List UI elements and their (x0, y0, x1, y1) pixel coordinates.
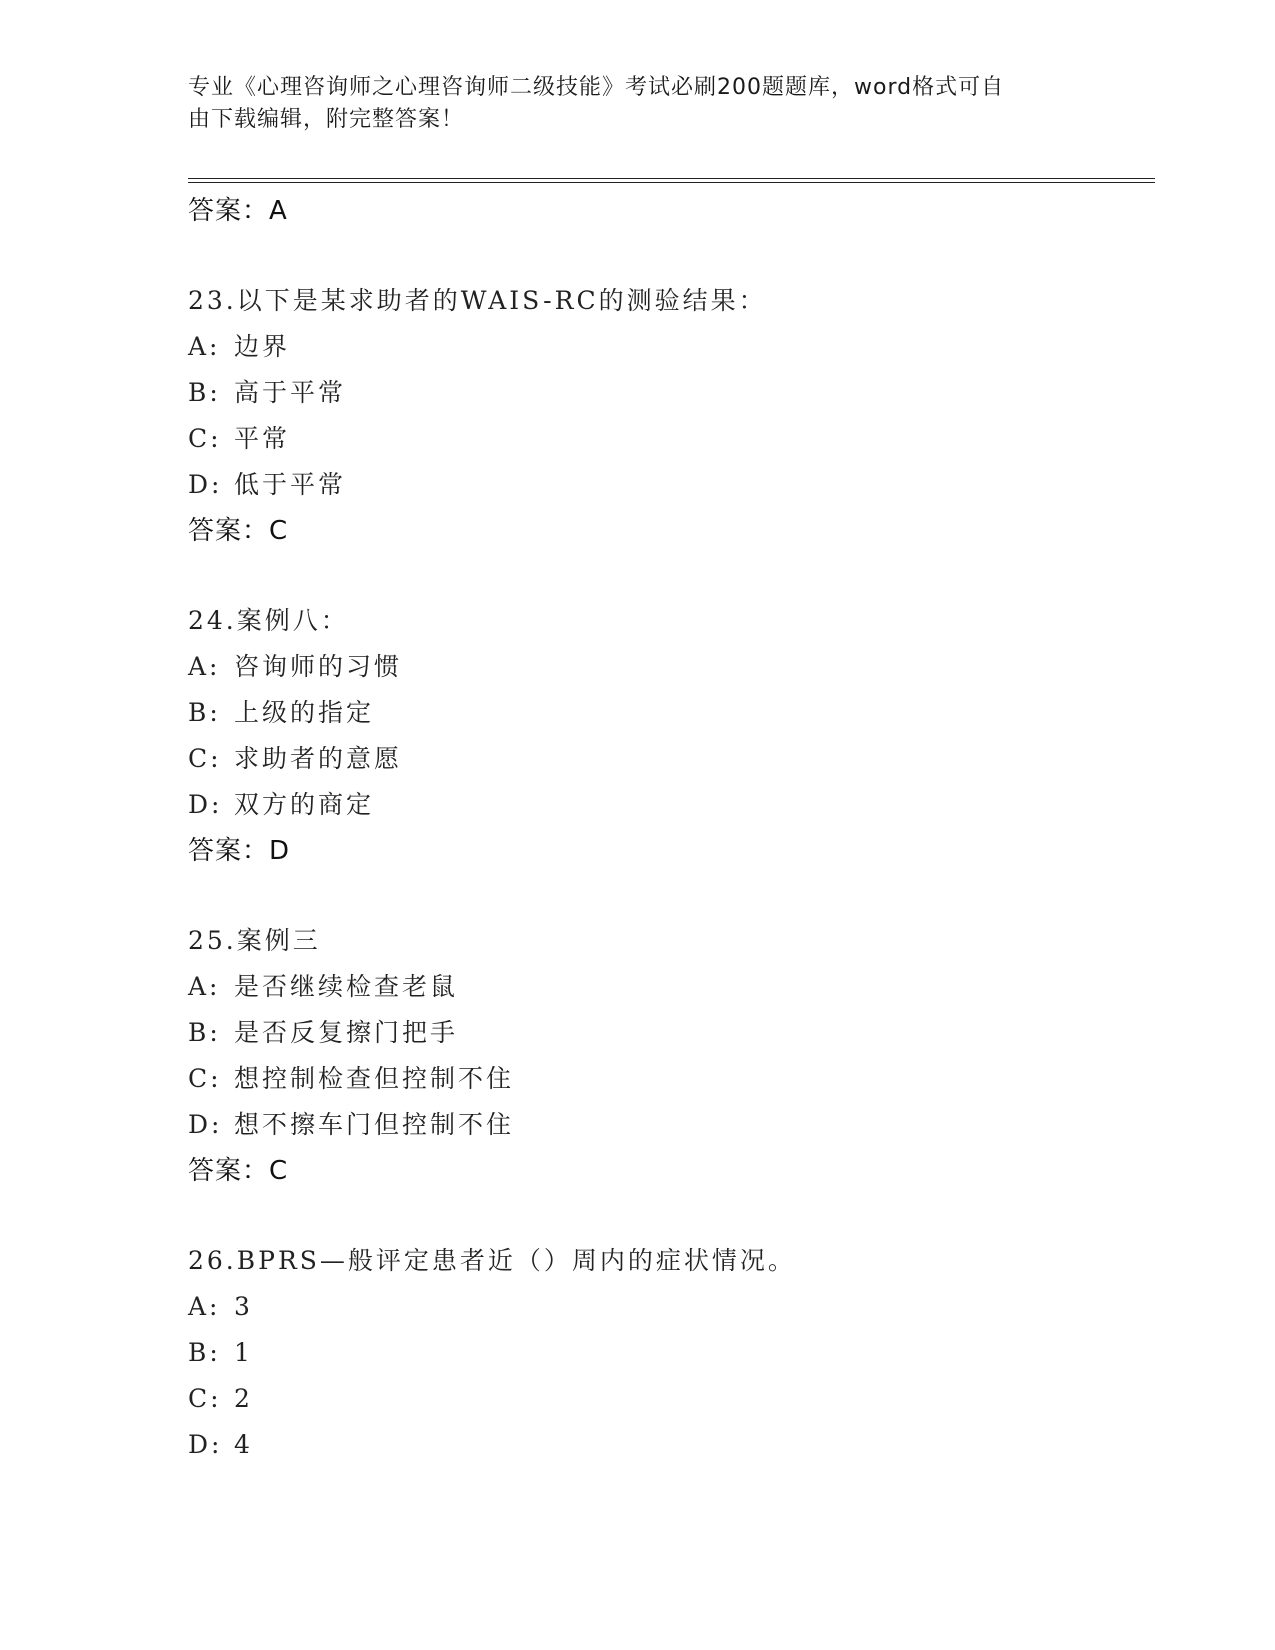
option-b (188, 370, 1148, 416)
option-c (188, 1376, 1148, 1422)
question-24 (188, 598, 1148, 874)
option-text: 低于平常 (234, 470, 347, 499)
option-a (188, 1284, 1148, 1330)
question-stem: 25.案例三 (188, 926, 321, 955)
option-d (188, 462, 1148, 508)
option-letter: C: (188, 744, 222, 773)
option-letter: B: (188, 1018, 221, 1047)
option-text: 想不擦车门但控制不住 (234, 1110, 515, 1139)
option-text: 双方的商定 (234, 790, 375, 819)
option-text: 想控制检查但控制不住 (234, 1064, 515, 1093)
option-text: 2 (234, 1384, 253, 1413)
option-b (188, 1010, 1148, 1056)
page-header (188, 72, 1088, 136)
header-divider-bottom (188, 182, 1155, 183)
option-letter: B: (188, 698, 221, 727)
option-text: 高于平常 (234, 378, 347, 407)
option-letter: B: (188, 378, 221, 407)
answer-q25: 答案：C (188, 1156, 289, 1186)
option-letter: B: (188, 1338, 221, 1367)
option-letter: A: (188, 1292, 221, 1321)
option-text: 是否反复擦门把手 (234, 1018, 459, 1047)
option-text: 1 (234, 1338, 253, 1367)
option-letter: A: (188, 332, 221, 361)
option-letter: C: (188, 1384, 222, 1413)
option-a (188, 324, 1148, 370)
option-text: 3 (234, 1292, 253, 1321)
option-letter: A: (188, 652, 221, 681)
option-text: 上级的指定 (234, 698, 375, 727)
option-text: 咨询师的习惯 (234, 652, 403, 681)
option-c (188, 416, 1148, 462)
header-line-1: 专业《心理咨询师之心理咨询师二级技能》考试必刷200题题库，word格式可自 (188, 75, 1005, 100)
option-text: 是否继续检查老鼠 (234, 972, 459, 1001)
option-c (188, 1056, 1148, 1102)
question-stem: 26.BPRS—般评定患者近（）周内的症状情况。 (188, 1246, 796, 1275)
option-c (188, 736, 1148, 782)
option-letter: C: (188, 1064, 222, 1093)
option-b (188, 690, 1148, 736)
option-d (188, 1102, 1148, 1148)
option-b (188, 1330, 1148, 1376)
option-a (188, 644, 1148, 690)
option-letter: A: (188, 972, 221, 1001)
option-a (188, 964, 1148, 1010)
option-d (188, 782, 1148, 828)
option-text: 边界 (234, 332, 291, 361)
question-stem: 24.案例八： (188, 606, 349, 635)
question-list (188, 188, 1148, 1468)
option-letter: D: (188, 470, 223, 499)
question-stem: 23.以下是某求助者的WAIS-RC的测验结果： (188, 286, 767, 315)
answer-q23: 答案：C (188, 516, 289, 546)
header-line-2: 由下载编辑，附完整答案！ (188, 107, 465, 132)
option-letter: D: (188, 1110, 223, 1139)
option-text: 4 (234, 1430, 253, 1459)
header-divider-top (188, 178, 1155, 179)
question-25 (188, 918, 1148, 1194)
option-text: 求助者的意愿 (234, 744, 403, 773)
option-letter: D: (188, 790, 223, 819)
answer-q22: 答案：A (188, 196, 288, 226)
option-letter: C: (188, 424, 222, 453)
answer-q24: 答案：D (188, 836, 291, 866)
option-text: 平常 (234, 424, 291, 453)
question-23 (188, 278, 1148, 554)
option-d (188, 1422, 1148, 1468)
question-26 (188, 1238, 1148, 1468)
option-letter: D: (188, 1430, 223, 1459)
